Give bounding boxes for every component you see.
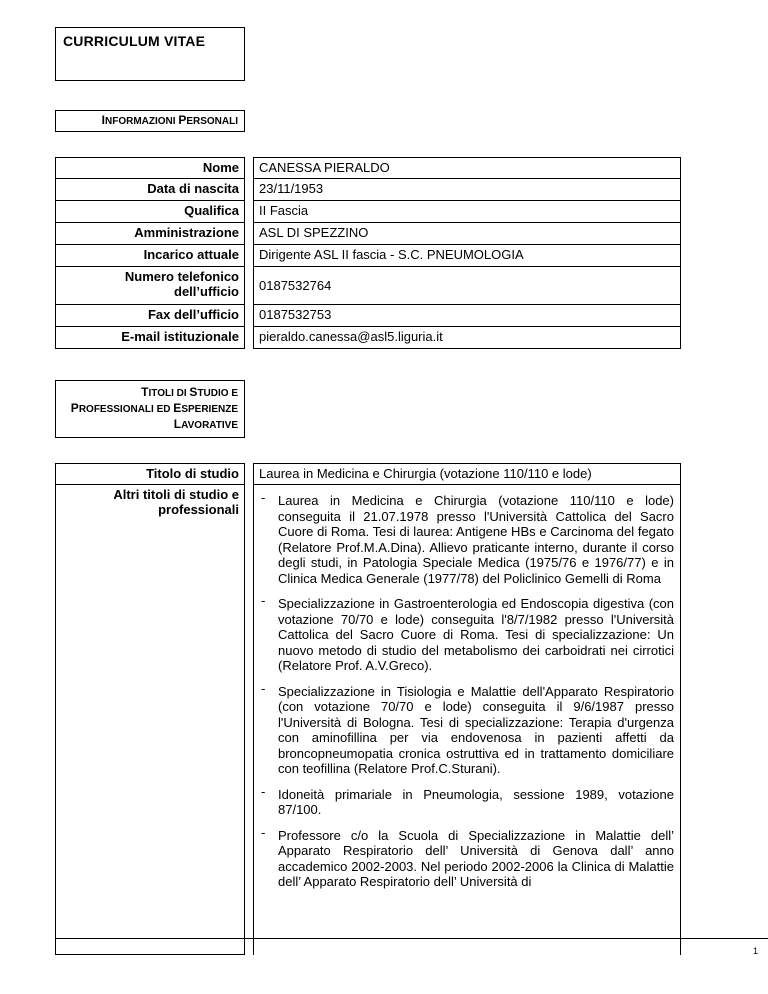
page-title: CURRICULUM VITAE [63, 33, 206, 49]
section-label-initial: L [173, 417, 182, 431]
dash-bullet: - [261, 824, 266, 840]
value-nome: CANESSA PIERALDO [253, 157, 681, 179]
section-label-initial: S [189, 385, 198, 399]
dash-bullet: - [261, 593, 266, 608]
list-item [254, 824, 680, 890]
section-label-personal [56, 111, 244, 131]
section-label-word: PROFESSIONALI [70, 401, 154, 415]
section-label-initial: E [173, 401, 182, 415]
dash-bullet: - [261, 783, 266, 799]
cv-title-box [55, 27, 245, 81]
label-qualifica: Qualifica [55, 201, 245, 223]
section-label-initial: I [101, 113, 105, 127]
section-label-titles [56, 381, 244, 437]
section-label-initial: P [178, 113, 187, 127]
list-item-text: Laurea in Medicina e Chirurgia (votazione 110/110 e lode) conseguita il 21.07.1978 presso l'Università Cattolica del Sacro Cuore di Roma. Tesi di laurea: Antigene HBs e Carcinoma del fegato (Relatore Prof.M.A.Dina). Allievo praticante interno, durante il corso degli studi, in Patologia Speciale Medica (1975/76 e 1976/77) e in Clinica Medica Generale (1977/78) del Policlinico Gemelli di Roma [278, 493, 674, 586]
list-item-text: Professore c/o la Scuola di Specializzazione in Malattie dell’ Apparato Respiratorio dell’ Università di Genova dall’ anno accademico 2002-2003. Nel periodo 2002-2006 la Clinica di Malattie dell’ Apparato Respiratorio dell’ Università di [278, 827, 674, 889]
list-item-text: Specializzazione in Tisiologia e Malattie dell'Apparato Respiratorio (con votazione 70/70 e lode) conseguita il 9/6/1987 presso l'Università di Bologna. Tesi di specializzazione: Terapia d'urgenza con aminofillina per via endovenosa in pazienti affetti da broncopneumopatia cronica ostruttiva ed in trattamento domiciliare con teofillina (Relatore Prof.C.Sturani). [278, 683, 674, 776]
value-qualifica: II Fascia [253, 201, 681, 223]
section-label-word: DI [176, 388, 187, 399]
section-label-word: PERSONALI [178, 113, 238, 127]
label-amministrazione: Amministrazione [55, 223, 245, 245]
list-item [254, 593, 680, 674]
list-item [254, 783, 680, 818]
value-fax: 0187532753 [253, 305, 681, 327]
value-email: pieraldo.canessa@asl5.liguria.it [253, 327, 681, 349]
label-altri-titoli: Altri titoli di studio e professionali [55, 485, 245, 955]
list-item-text: Specializzazione in Gastroenterologia ed Endoscopia digestiva (con votazione 70/70 e lode) conseguita l'8/7/1982 presso l'Università Cattolica del Sacro Cuore di Roma. Tesi di specializzazione: Un nuovo metodo di studio del metabolismo dei carboidrati nei cirrotici (Relatore Prof. A.V.Greco). [278, 596, 674, 673]
section-label-word: INFORMAZIONI [101, 113, 176, 127]
label-telefono: Numero telefonico dell’ufficio [55, 267, 245, 305]
section-label-word: LAVORATIVE [173, 417, 238, 431]
section-label-initial: T [141, 385, 149, 399]
list-item [254, 680, 680, 777]
section-label-word: TITOLI [141, 385, 174, 399]
section-header-personal [55, 110, 245, 132]
label-data-nascita: Data di nascita [55, 179, 245, 201]
value-data-nascita: 23/11/1953 [253, 179, 681, 201]
section-label-word: ESPERIENZE [173, 401, 238, 415]
list-item [254, 490, 680, 586]
section-label-word: ED [156, 404, 171, 415]
list-item-text: Idoneità primariale in Pneumologia, sessione 1989, votazione 87/100. [278, 786, 674, 817]
value-incarico: Dirigente ASL II fascia - S.C. PNEUMOLOGIA [253, 245, 681, 267]
value-titolo-studio: Laurea in Medicina e Chirurgia (votazione 110/110 e lode) [253, 463, 681, 485]
section-label-word: STUDIO [189, 385, 229, 399]
value-amministrazione: ASL DI SPEZZINO [253, 223, 681, 245]
page-number: 1 [752, 946, 758, 956]
label-titolo-studio: Titolo di studio [55, 463, 245, 485]
footer-divider [55, 938, 768, 939]
dash-bullet: - [261, 490, 266, 505]
section-label-initial: P [70, 401, 79, 415]
section-header-titles [55, 380, 245, 438]
dash-bullet: - [261, 680, 266, 696]
value-telefono: 0187532764 [253, 267, 681, 305]
label-email: E-mail istituzionale [55, 327, 245, 349]
label-nome: Nome [55, 157, 245, 179]
label-incarico: Incarico attuale [55, 245, 245, 267]
label-fax: Fax dell’ufficio [55, 305, 245, 327]
altri-titoli-list [253, 485, 681, 955]
section-label-word: E [231, 388, 238, 399]
